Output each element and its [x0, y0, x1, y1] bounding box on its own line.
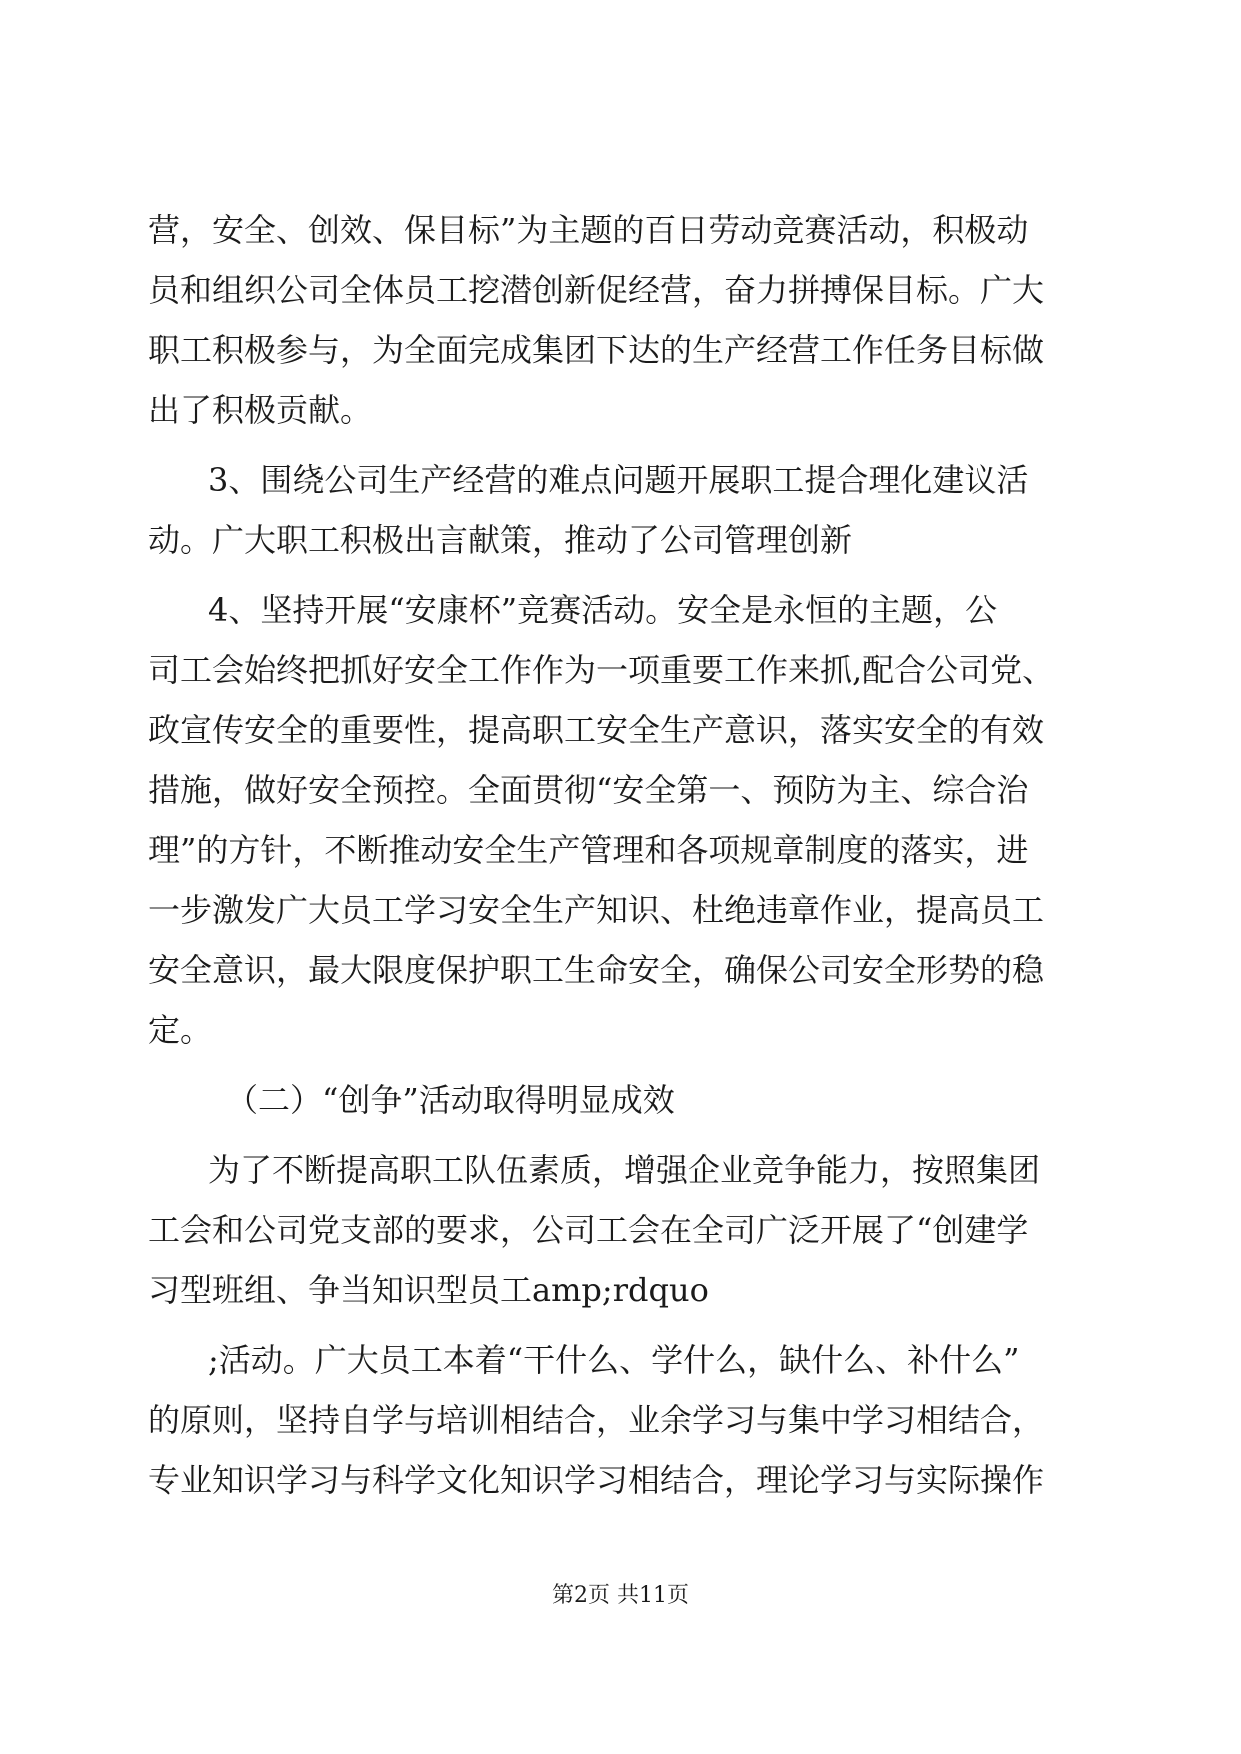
text-line-1: 营，安全、创效、保目标”为主题的百日劳动竞赛活动，积极动 — [148, 211, 1029, 249]
text-line-13: 安全意识，最大限度保护职工生命安全，确保公司安全形势的稳 — [148, 951, 1045, 989]
text-line-18: 习型班组、争当知识型员工amp;rdquo — [148, 1271, 709, 1309]
text-line-21: 专业知识学习与科学文化知识学习相结合，理论学习与实际操作 — [148, 1461, 1045, 1499]
page-number-footer: 第2页 共11页 — [552, 1583, 689, 1608]
text-line-11: 理”的方针，不断推动安全生产管理和各项规章制度的落实，进 — [148, 831, 1029, 869]
text-line-16: 为了不断提高职工队伍素质，增强企业竞争能力，按照集团 — [208, 1151, 1041, 1189]
text-line-6: 动。广大职工积极出言献策，推动了公司管理创新 — [148, 521, 853, 559]
text-line-5: 3、围绕公司生产经营的难点问题开展职工提合理化建议活 — [208, 461, 1029, 499]
text-line-9: 政宣传安全的重要性，提高职工安全生产意识，落实安全的有效 — [148, 711, 1045, 749]
section-heading: （二）“创争”活动取得明显成效 — [226, 1081, 675, 1119]
text-line-12: 一步激发广大员工学习安全生产知识、杜绝违章作业，提高员工 — [148, 891, 1045, 929]
text-line-8: 司工会始终把抓好安全工作作为一项重要工作来抓,配合公司党、 — [148, 651, 1055, 689]
text-line-10: 措施，做好安全预控。全面贯彻“安全第一、预防为主、综合治 — [148, 771, 1029, 809]
text-line-20: 的原则，坚持自学与培训相结合，业余学习与集中学习相结合， — [148, 1401, 1045, 1439]
text-line-19: ;活动。广大员工本着“干什么、学什么，缺什么、补什么” — [208, 1341, 1020, 1379]
text-line-7: 4、坚持开展“安康杯”竞赛活动。安全是永恒的主题，公 — [208, 591, 998, 629]
text-line-2: 员和组织公司全体员工挖潜创新促经营，奋力拼搏保目标。广大 — [148, 271, 1045, 309]
text-line-17: 工会和公司党支部的要求，公司工会在全司广泛开展了“创建学 — [148, 1211, 1029, 1249]
text-line-3: 职工积极参与，为全面完成集团下达的生产经营工作任务目标做 — [148, 331, 1045, 369]
text-line-14: 定。 — [148, 1011, 213, 1049]
text-line-4: 出了积极贡献。 — [148, 391, 373, 429]
